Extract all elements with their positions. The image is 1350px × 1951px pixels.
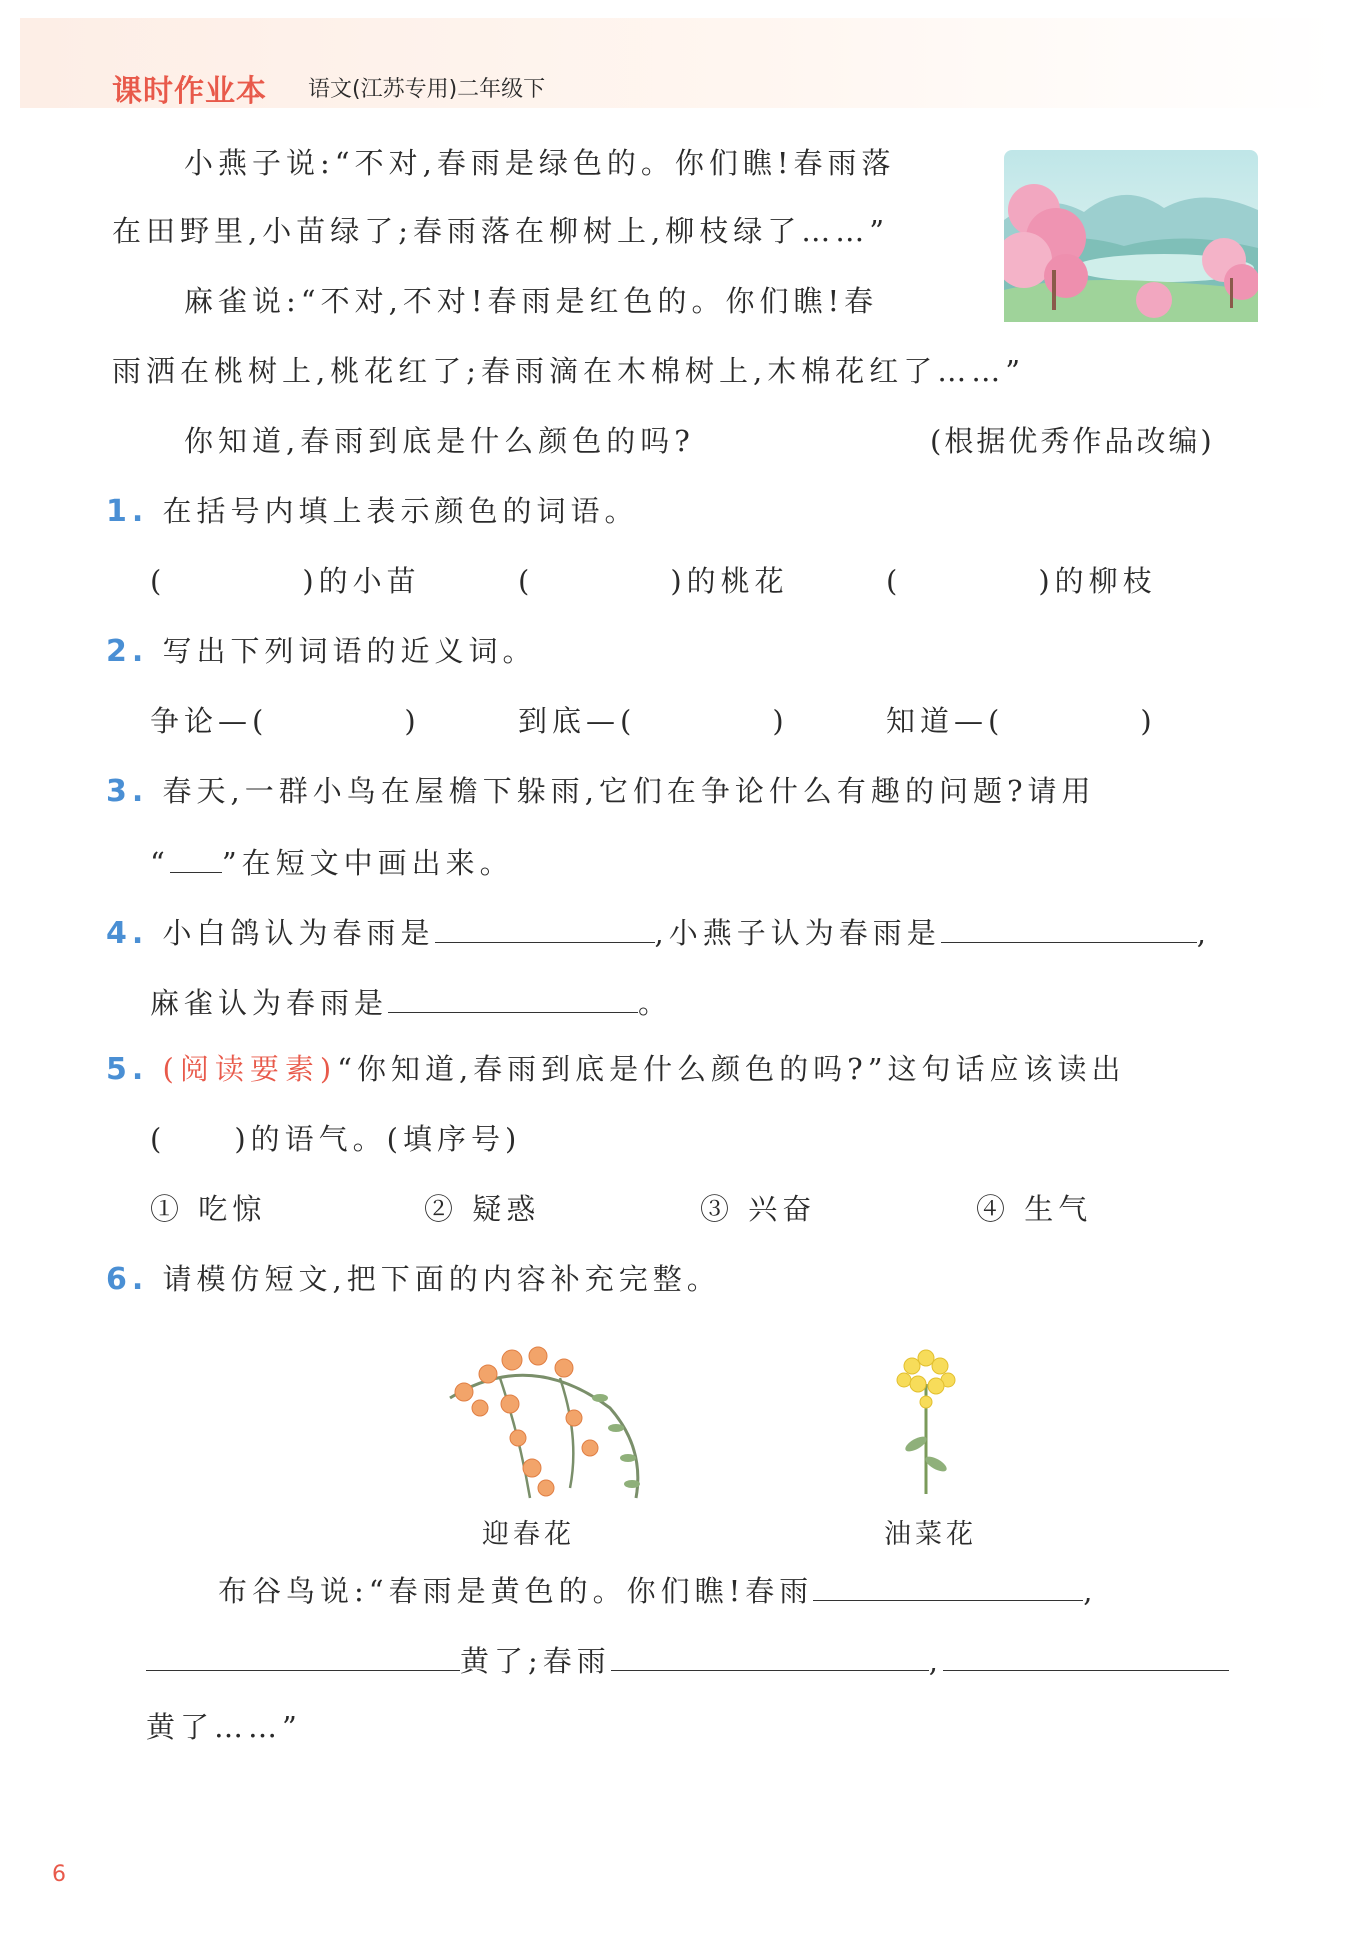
q4-comma: , [1196,916,1211,950]
q4-dove-blank[interactable] [435,912,655,943]
q1-item-seedling[interactable]: ( )的小苗 [150,564,421,598]
question-text: 请模仿短文,把下面的内容补充完整。 [162,1262,721,1296]
question-number: 1. [106,494,149,529]
q6-comma-2: , [928,1644,943,1678]
q6-line-3: 黄了……” [146,1710,302,1744]
page-number: 6 [52,1862,66,1887]
passage-line-1: 小燕子说:“不对,春雨是绿色的。你们瞧!春雨落 [184,146,896,180]
q2-item-argue[interactable]: 争论—( ) [150,704,421,738]
q6-line-1 [218,1570,1097,1609]
question-4 [106,912,1211,952]
q4-line-2 [150,982,672,1021]
question-number: 6. [106,1262,149,1297]
q6-blank-1[interactable] [813,1570,1083,1601]
underline-sample [170,842,222,873]
question-6 [106,1262,721,1298]
question-number: 2. [106,634,149,669]
passage-line-5: 你知道,春雨到底是什么颜色的吗? [184,424,695,458]
question-2 [106,634,537,670]
question-5 [106,1052,1126,1088]
caption-rape-flower: 油菜花 [884,1519,977,1550]
rape-flower-illustration [886,1344,966,1494]
q2-item-know[interactable]: 知道—( ) [886,704,1157,738]
q3-instruction-end: ”在短文中画出来。 [221,846,514,880]
q4-period: 。 [638,986,673,1020]
q4-sparrow-label: 麻雀认为春雨是 [150,986,389,1020]
passage-source: (根据优秀作品改编) [930,424,1215,458]
winter-jasmine-illustration [440,1338,654,1508]
q5-option-1[interactable]: ① 吃惊 [150,1192,267,1226]
q6-blank-4[interactable] [943,1640,1229,1671]
book-brand-title: 课时作业本 [112,74,267,109]
spring-landscape-illustration [1004,150,1258,322]
q4-dove-label: 小白鸽认为春雨是 [162,916,435,950]
question-text: “你知道,春雨到底是什么颜色的吗?”这句话应该读出 [337,1052,1126,1086]
passage-line-3: 麻雀说:“不对,不对!春雨是红色的。你们瞧!春 [184,284,879,318]
q5-option-3[interactable]: ③ 兴奋 [700,1192,817,1226]
open-quote: “ [150,846,170,880]
q1-item-willow[interactable]: ( )的柳枝 [886,564,1157,598]
q2-item-after-all[interactable]: 到底—( ) [518,704,789,738]
question-number: 4. [106,916,149,951]
question-number: 3. [106,774,149,809]
passage-line-4: 雨洒在桃树上,桃花红了;春雨滴在木棉树上,木棉花红了……” [112,354,1026,388]
question-text: 春天,一群小鸟在屋檐下躲雨,它们在争论什么有趣的问题?请用 [162,774,1096,808]
q6-cuckoo-sentence: 布谷鸟说:“春雨是黄色的。你们瞧!春雨 [218,1574,814,1608]
q6-yellow-text: 黄了;春雨 [460,1644,611,1678]
q4-swallow-label: ,小燕子认为春雨是 [654,916,941,950]
q3-line-2 [150,842,514,881]
q6-blank-3[interactable] [611,1640,929,1671]
q5-answer-line[interactable]: ( )的语气。(填序号) [150,1122,522,1156]
q6-line-2 [146,1640,1229,1679]
reading-element-tag: (阅读要素) [162,1052,338,1086]
passage-line-2: 在田野里,小苗绿了;春雨落在柳树上,柳枝绿了……” [112,214,890,248]
caption-winter-jasmine: 迎春花 [482,1519,575,1550]
q4-swallow-blank[interactable] [941,912,1197,943]
q1-item-peach-blossom[interactable]: ( )的桃花 [518,564,789,598]
q6-comma-1: , [1083,1574,1098,1608]
q5-option-2[interactable]: ② 疑惑 [424,1192,541,1226]
question-number: 5. [106,1052,149,1087]
subject-label: 语文(江苏专用)二年级下 [308,77,546,102]
question-text: 在括号内填上表示颜色的词语。 [162,494,639,528]
question-1 [106,494,639,530]
question-3 [106,774,1096,810]
q4-sparrow-blank[interactable] [388,982,638,1013]
question-text: 写出下列词语的近义词。 [162,634,537,668]
q6-blank-2[interactable] [146,1640,460,1671]
q5-option-4[interactable]: ④ 生气 [976,1192,1093,1226]
